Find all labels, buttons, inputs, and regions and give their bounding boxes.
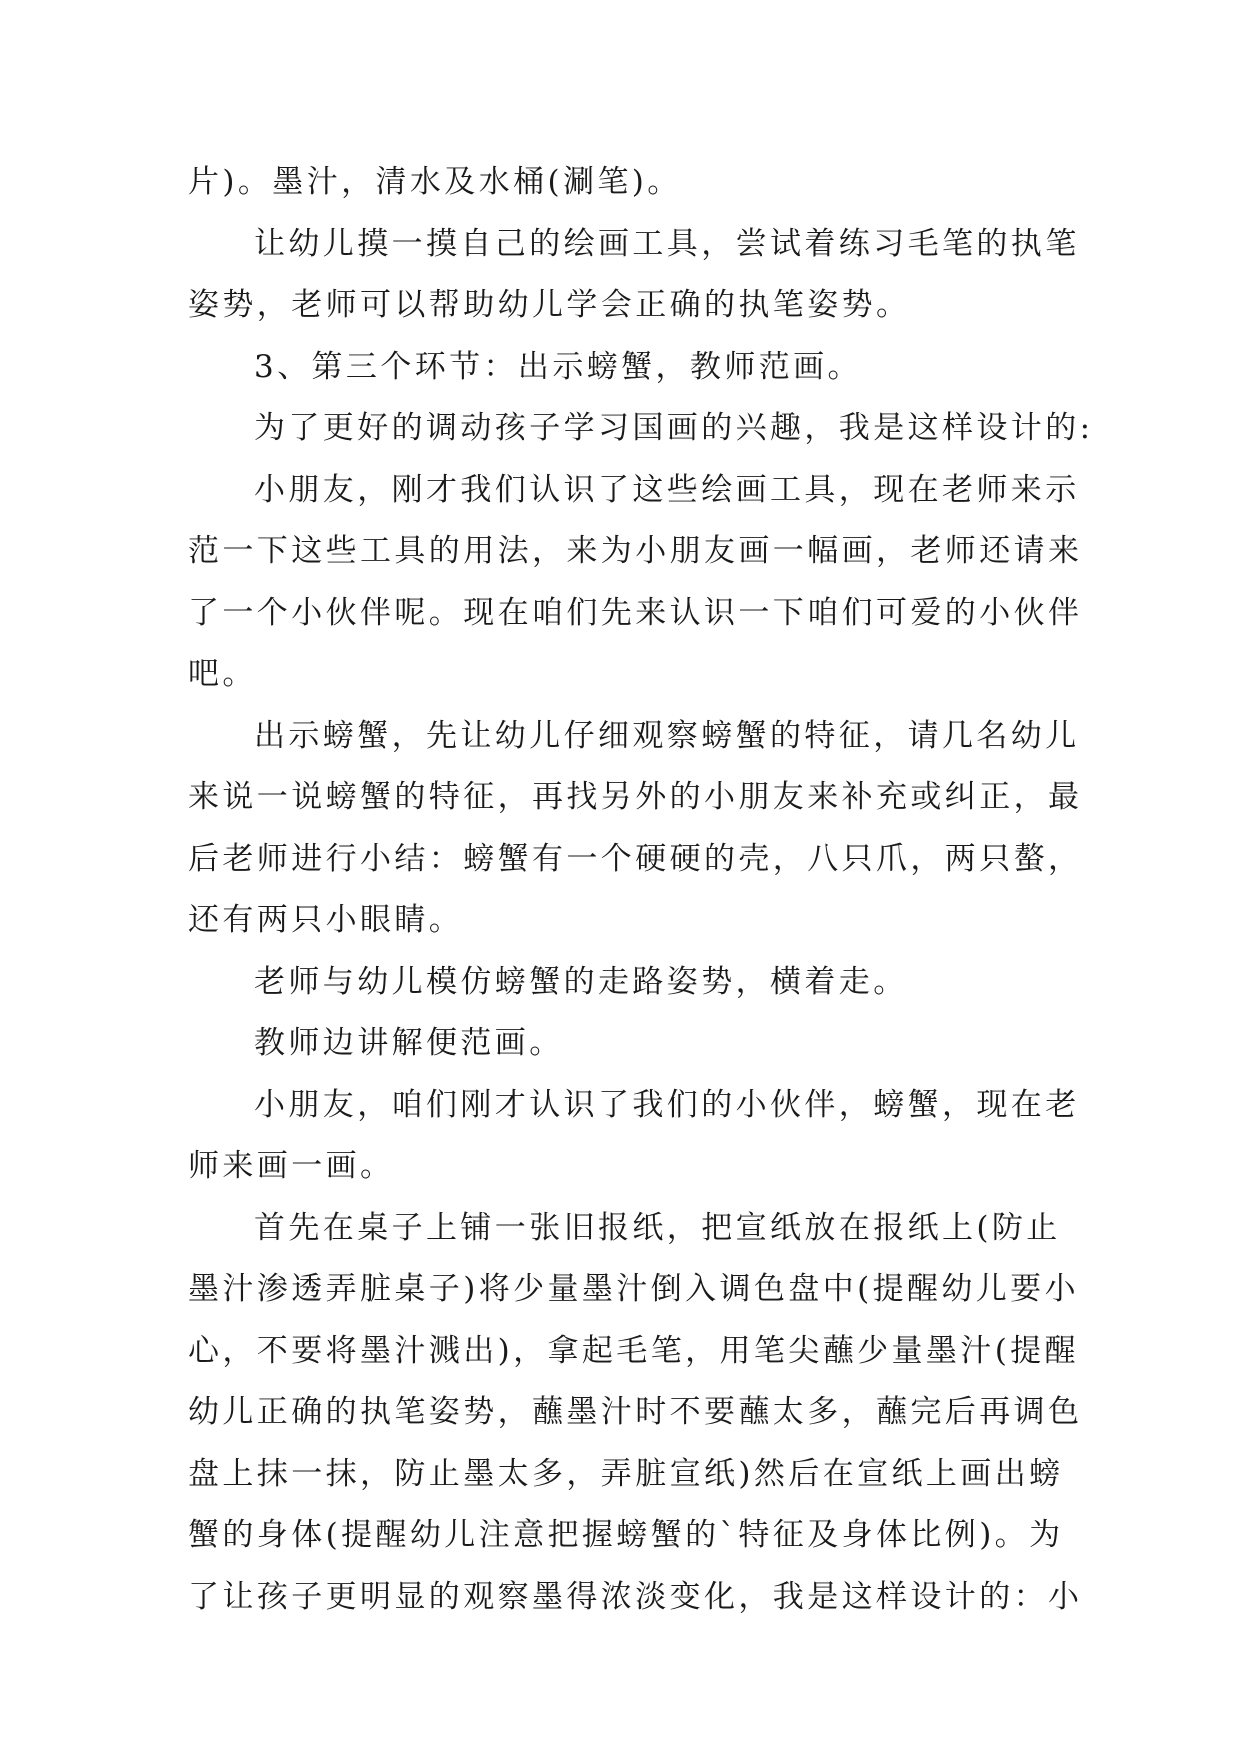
text-line: 老师与幼儿模仿螃蟹的走路姿势，横着走。 <box>254 963 908 1000</box>
text-line: 片)。墨汁，清水及水桶(涮笔)。 <box>188 164 682 200</box>
text-line: 小朋友，咱们刚才认识了我们的小伙伴，螃蟹，现在老 <box>254 1086 1080 1123</box>
text-line: 为了更好的调动孩子学习国画的兴趣，我是这样设计的: <box>254 410 1094 446</box>
text-line: 师来画一画。 <box>188 1148 395 1184</box>
text-line: 范一下这些工具的用法，来为小朋友画一幅画，老师还请来 <box>188 533 1083 569</box>
text-line: 3、第三个环节：出示螃蟹，教师范画。 <box>254 348 862 385</box>
text-line: 墨汁渗透弄脏桌子)将少量墨汁倒入调色盘中(提醒幼儿要小 <box>188 1271 1079 1307</box>
text-line: 来说一说螃蟹的特征，再找另外的小朋友来补充或纠正，最 <box>188 779 1083 815</box>
text-line: 让幼儿摸一摸自己的绘画工具，尝试着练习毛笔的执笔 <box>254 225 1080 262</box>
text-line: 首先在桌子上铺一张旧报纸，把宣纸放在报纸上(防止 <box>254 1209 1061 1246</box>
text-line: 小朋友，刚才我们认识了这些绘画工具，现在老师来示 <box>254 471 1080 508</box>
text-line: 出示螃蟹，先让幼儿仔细观察螃蟹的特征，请几名幼儿 <box>254 717 1080 754</box>
text-line: 盘上抹一抹，防止墨太多，弄脏宣纸)然后在宣纸上画出螃 <box>188 1455 1064 1492</box>
text-line: 了一个小伙伴呢。现在咱们先来认识一下咱们可爱的小伙伴 <box>188 594 1083 631</box>
text-line: 吧。 <box>188 656 257 692</box>
text-line: 了让孩子更明显的观察墨得浓淡变化，我是这样设计的：小 <box>188 1578 1083 1615</box>
text-line: 教师边讲解便范画。 <box>254 1025 564 1061</box>
text-line: 蟹的身体(提醒幼儿注意把握螃蟹的`特征及身体比例)。为 <box>188 1517 1064 1553</box>
text-line: 姿势，老师可以帮助幼儿学会正确的执笔姿势。 <box>188 287 911 323</box>
text-line: 后老师进行小结：螃蟹有一个硬硬的壳，八只爪，两只螯， <box>188 840 1083 877</box>
document-body <box>188 152 1094 1628</box>
text-line: 心，不要将墨汁溅出)，拿起毛笔，用笔尖蘸少量墨汁(提醒 <box>188 1332 1079 1369</box>
text-line: 还有两只小眼睛。 <box>188 902 464 938</box>
text-line: 幼儿正确的执笔姿势，蘸墨汁时不要蘸太多，蘸完后再调色 <box>188 1394 1083 1430</box>
